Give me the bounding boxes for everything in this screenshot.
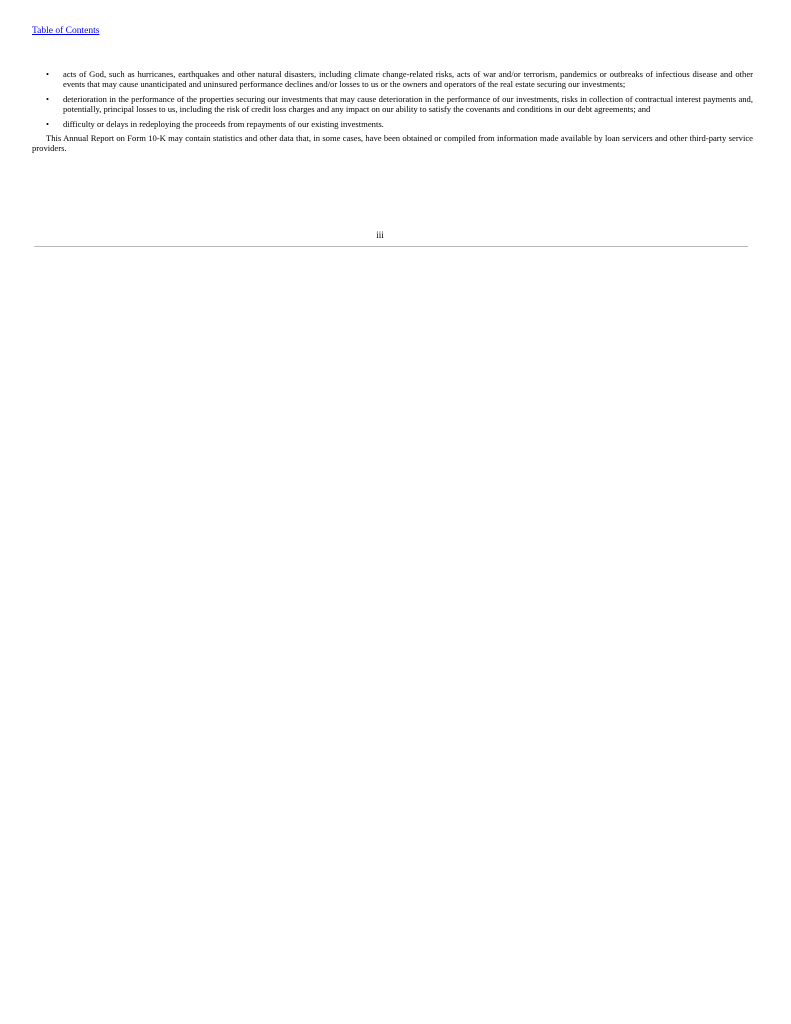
list-item-text: deterioration in the performance of the properties securing our investments that may cause deterioration in the performance of our investments, risks in collection of contractual interest payments and, potentially, principal losses to us, including the risk of credit loss charges and any impact on our ability to satisfy the covenants and conditions in our debt agreements; and bbox=[63, 93, 753, 115]
list-item bbox=[32, 69, 753, 90]
list-item bbox=[32, 119, 753, 129]
risk-factor-list bbox=[32, 69, 753, 129]
document-body bbox=[32, 69, 753, 154]
body-paragraph: This Annual Report on Form 10-K may contain statistics and other data that, in some cases, have been obtained or compiled from information made available by loan servicers and other third-party service providers. bbox=[32, 133, 753, 154]
page-divider bbox=[34, 246, 748, 247]
bullet-icon: • bbox=[46, 93, 50, 104]
bullet-icon: • bbox=[46, 118, 50, 129]
list-item bbox=[32, 94, 753, 115]
list-item-text: difficulty or delays in redeploying the proceeds from repayments of our existing investments. bbox=[63, 118, 384, 129]
page-number: iii bbox=[376, 230, 384, 240]
bullet-icon: • bbox=[46, 69, 50, 79]
table-of-contents-link[interactable]: Table of Contents bbox=[32, 26, 100, 36]
list-item-text: acts of God, such as hurricanes, earthquakes and other natural disasters, including climate change-related risks, acts of war and/or terrorism, pandemics or outbreaks of infectious disease and other events that may cause unanticipated and uninsured performance declines and/or losses to us or the owners and operators of the real estate securing our investments; bbox=[63, 69, 753, 90]
